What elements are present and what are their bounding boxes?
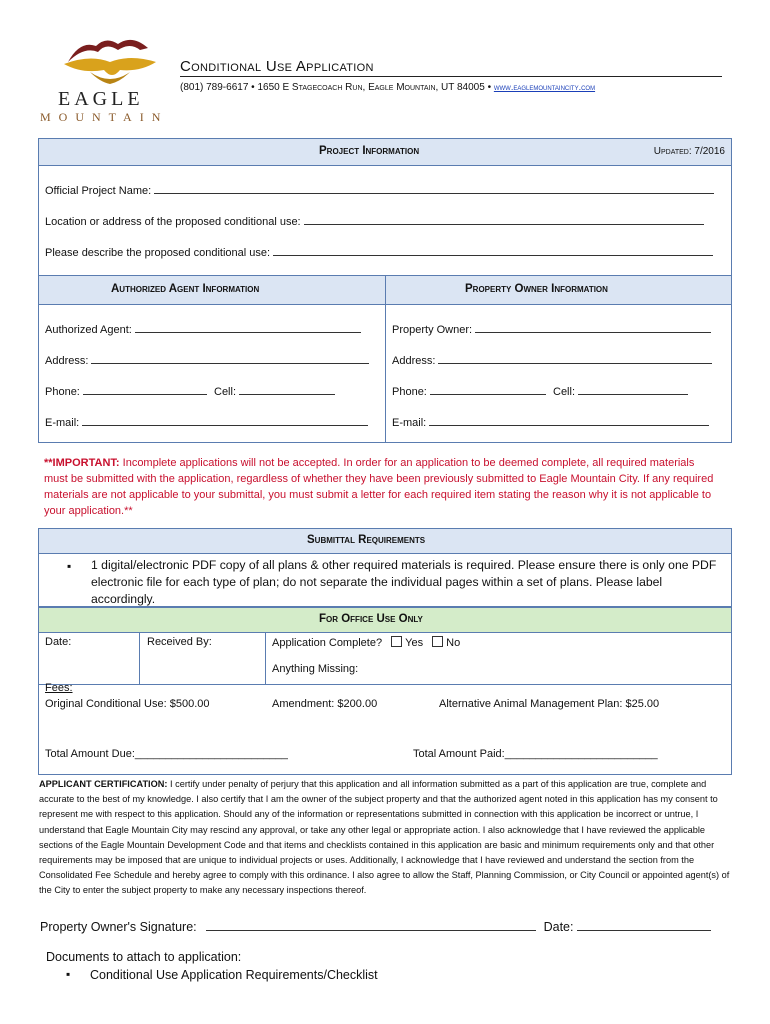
location-row [45,214,704,228]
eagle-logo-icon [60,32,160,88]
important-text: Incomplete applications will not be accepted. In order for an application to be deemed complete, all required materials must be submitted with the application, regardless of whether they have been previously submitted to Eagle Mountain City. If any required materials are not applicable to your submittal, you must submit a letter for each required item stating the reason why it is not applicable to your application.** [44,457,714,517]
application-complete-row [272,636,460,649]
agent-name-label: Authorized Agent: [45,324,132,336]
column-divider [385,276,386,442]
contact-info [180,82,595,93]
agent-cell-label: Cell: [214,386,237,398]
office-divider-2 [265,632,266,684]
owner-address-label: Address: [392,355,436,367]
office-hline [39,684,731,685]
project-name-row [45,183,714,197]
total-due[interactable]: Total Amount Due:_________________________ [45,748,288,760]
describe-label: Please describe the proposed conditional use: [45,247,271,259]
certification-text: I certify under penalty of perjury that this application and all information submitted as a part of this application are true, complete and accurate to the best of my knowledge. I also certify that I am the owner of the subject property and that the authorized agent noted in this application has my consent to represent me with respect to this application. Should any of the information or representations submitted in connection with this application be incorrect or untrue, I understand that Eagle Mountain City may rescind any approval, or take any other legal or appropriate action. I also acknowledge that I have reviewed the applicable sections of the Eagle Mountain Development Code and that items and checklists contained in this application are basic and minimum requirements only and that other requirements may be imposed that are unique to individual projects or uses. Additionally, I acknowledge that I have reviewed and understand the section from the Consolidated Fee Schedule and hereby agree to comply with this ordinance. I also agree to allow the Staff, Planning Commission, or City Council or appointed agent(s) of the City to enter the subject property to make any necessary inspections thereof. [39,779,730,896]
office-divider-1 [139,632,140,684]
anything-missing-label: Anything Missing: [272,663,359,675]
agent-cell-field[interactable] [239,384,335,395]
owner-address-row [392,353,712,367]
office-date-label: Date: [45,636,72,648]
documents-bullet-icon: ▪ [66,967,71,981]
owner-phone-label: Phone: [392,386,427,398]
agent-name-row [45,322,361,336]
total-paid[interactable]: Total Amount Paid:_________________________ [413,748,658,760]
yes-label: Yes [405,637,424,649]
agent-heading: Authorized Agent Information [111,283,260,295]
important-notice [44,455,714,519]
agent-phone-field[interactable] [83,384,207,395]
updated-date: Updated: 7/2016 [653,146,725,157]
agent-phone-row [45,384,335,398]
signature-date-label: Date: [543,920,574,934]
office-heading: For Office Use Only [319,613,423,625]
fee-amendment: Amendment: $200.00 [272,698,378,710]
office-use-section [38,607,732,775]
agent-email-row [45,415,368,429]
project-information-section [38,138,732,276]
yes-checkbox[interactable] [391,636,402,647]
page-title: Conditional Use Application [180,58,722,77]
no-label: No [446,637,461,649]
owner-cell-field[interactable] [578,384,688,395]
signature-date-field[interactable] [577,920,711,931]
describe-field[interactable] [273,245,713,256]
important-lead: **IMPORTANT: [44,457,120,469]
location-label: Location or address of the proposed conditional use: [45,216,301,228]
signature-label: Property Owner's Signature: [40,920,197,934]
submittal-header [39,529,731,554]
fee-animal-plan: Alternative Animal Management Plan: $25.00 [439,698,660,710]
certification-lead: APPLICANT CERTIFICATION: [39,779,168,789]
documents-heading: Documents to attach to application: [46,950,242,964]
describe-row [45,245,713,259]
owner-email-field[interactable] [429,415,709,426]
logo-word: EAGLE [58,88,144,110]
agent-name-field[interactable] [135,322,361,333]
project-heading: Project Information [319,145,420,157]
agent-owner-section [38,275,732,443]
agent-address-label: Address: [45,355,89,367]
logo-sub: MOUNTAIN [40,110,169,124]
fee-conditional-use: Original Conditional Use: $500.00 [45,698,210,710]
no-checkbox[interactable] [432,636,443,647]
complete-label: Application Complete? [272,637,383,649]
submittal-section [38,528,732,607]
submittal-bullet: 1 digital/electronic PDF copy of all plans & other required materials is required. Please ensure there is only one PDF electronic file for each type of plan; do not separate the individual pages within a set of plans. Please label accordingly. [91,558,717,606]
project-header [39,139,731,166]
project-name-label: Official Project Name: [45,185,152,197]
applicant-certification [39,777,731,899]
agent-email-field[interactable] [82,415,368,426]
project-name-field[interactable] [154,183,714,194]
owner-name-row [392,322,711,336]
location-field[interactable] [304,214,704,225]
signature-row [40,920,711,934]
submittal-heading: Submittal Requirements [307,534,426,546]
owner-phone-field[interactable] [430,384,546,395]
received-by-label: Received By: [147,636,212,648]
owner-heading: Property Owner Information [465,283,608,295]
owner-email-row [392,415,709,429]
fees-label: Fees: [45,682,73,694]
owner-name-label: Property Owner: [392,324,473,336]
owner-name-field[interactable] [475,322,711,333]
eagle-mountain-logo [38,30,178,125]
agent-email-label: E-mail: [45,417,80,429]
owner-address-field[interactable] [438,353,712,364]
owner-cell-label: Cell: [553,386,576,398]
contact-text: (801) 789-6617 • 1650 E Stagecoach Run, Eagle Mountain, UT 84005 • [180,82,492,93]
office-header [39,608,731,633]
website-link[interactable]: www.eaglemountaincity.com [493,82,596,92]
agent-address-field[interactable] [91,353,369,364]
owner-email-label: E-mail: [392,417,427,429]
agent-address-row [45,353,369,367]
owner-phone-row [392,384,688,398]
documents-item: Conditional Use Application Requirements/Checklist [90,968,378,982]
bullet-icon: ▪ [67,559,72,573]
agent-phone-label: Phone: [45,386,80,398]
signature-field[interactable] [206,920,536,931]
